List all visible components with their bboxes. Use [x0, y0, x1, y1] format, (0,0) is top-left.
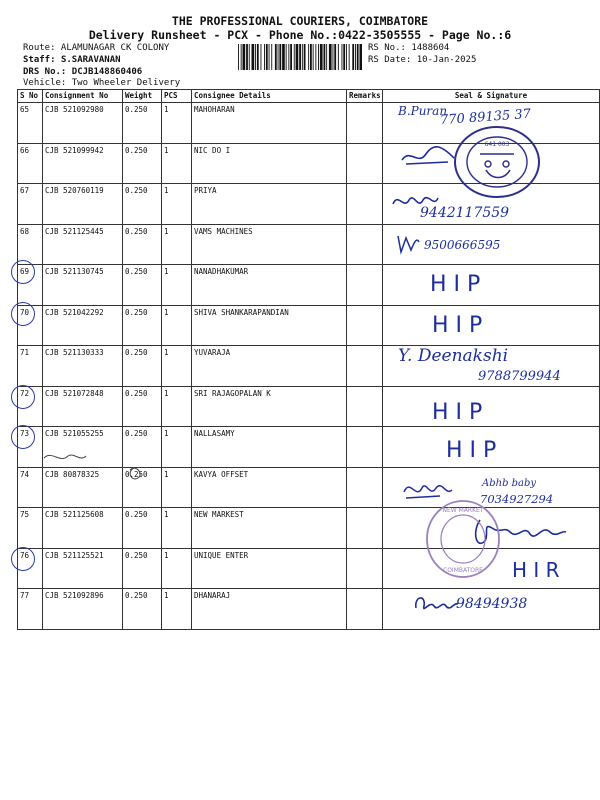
col-pcs: PCS — [162, 90, 192, 103]
barcode-bar — [279, 44, 281, 70]
barcode-bar — [249, 44, 250, 70]
pcs-cell: 1 — [162, 305, 192, 346]
round-seal-stamp — [452, 124, 542, 200]
remarks-cell — [347, 508, 383, 549]
barcode-bar — [299, 44, 301, 70]
barcode-bar — [255, 44, 256, 70]
consignment-cell: CJB 80878325 — [43, 467, 123, 508]
barcode-image — [238, 44, 362, 70]
consignee-cell: DHANARAJ — [192, 589, 347, 630]
handwritten-hip: H I P — [446, 438, 497, 463]
barcode-bar — [318, 44, 319, 70]
col-sno: S No — [18, 90, 43, 103]
remarks-cell — [347, 589, 383, 630]
remarks-cell — [347, 548, 383, 589]
barcode-bar — [278, 44, 279, 70]
handwritten-signature-scribble — [395, 232, 421, 256]
consignment-cell: CJB 521042292 — [43, 305, 123, 346]
barcode-bar — [346, 44, 347, 70]
consignee-cell: NALLASAMY — [192, 427, 347, 468]
handwritten-hip: H I P — [432, 313, 483, 338]
consignment-cell: CJB 521092896 — [43, 589, 123, 630]
vehicle-label: Vehicle: Two Wheeler Delivery — [23, 78, 181, 88]
consignee-cell: VAMS MACHINES — [192, 224, 347, 265]
pcs-cell: 1 — [162, 224, 192, 265]
sno-cell: 75 — [18, 508, 43, 549]
consignment-cell: CJB 521072848 — [43, 386, 123, 427]
remarks-cell — [347, 427, 383, 468]
weight-cell: 0.250 — [123, 265, 162, 306]
barcode-bar — [355, 44, 356, 70]
remarks-cell — [347, 467, 383, 508]
handwritten-phone: 770 89135 37 — [439, 106, 532, 129]
barcode-bar — [282, 44, 285, 70]
pcs-cell: 1 — [162, 548, 192, 589]
pcs-cell: 1 — [162, 184, 192, 225]
barcode-bar — [329, 44, 332, 70]
pcs-cell: 1 — [162, 346, 192, 387]
sno-cell: 65 — [18, 103, 43, 144]
drs-line — [23, 67, 142, 77]
table-row — [18, 386, 600, 427]
col-seal-signature: Seal & Signature — [383, 90, 600, 103]
sno-cell: 66 — [18, 143, 43, 184]
consignment-cell: CJB 521092980 — [43, 103, 123, 144]
handwritten-scribble — [40, 448, 150, 484]
remarks-cell — [347, 103, 383, 144]
barcode-bar — [269, 44, 270, 70]
barcode-bar — [357, 44, 359, 70]
remarks-cell — [347, 305, 383, 346]
remarks-cell — [347, 386, 383, 427]
consignee-cell: UNIQUE ENTER — [192, 548, 347, 589]
pcs-cell: 1 — [162, 589, 192, 630]
pcs-cell: 1 — [162, 103, 192, 144]
barcode-bar — [302, 44, 303, 70]
rs-date: RS Date: 10-Jan-2025 — [368, 55, 477, 65]
signature-cell — [383, 305, 600, 346]
handdrawn-circle — [11, 547, 35, 571]
consignment-cell: CJB 521130333 — [43, 346, 123, 387]
barcode-bar — [315, 44, 316, 70]
drs-label: DRS No.: — [23, 67, 67, 77]
barcode-bar — [288, 44, 289, 70]
handdrawn-circle — [11, 425, 35, 449]
consignment-cell: CJB 521055255 — [43, 427, 123, 468]
barcode-bar — [294, 44, 295, 70]
weight-cell: 0.250 — [123, 548, 162, 589]
barcode-bar — [360, 44, 363, 70]
barcode-bar — [241, 44, 242, 70]
handwritten-signature: Y. Deenakshi — [398, 346, 509, 366]
signature-cell — [383, 265, 600, 306]
consignment-cell: CJB 520760119 — [43, 184, 123, 225]
sno-cell: 67 — [18, 184, 43, 225]
consignee-cell: MAHOHARAN — [192, 103, 347, 144]
consignee-cell: SRI RAJAGOPALAN K — [192, 386, 347, 427]
barcode-bar — [238, 44, 239, 70]
barcode-bar — [349, 44, 350, 70]
barcode-bar — [326, 44, 327, 70]
consignee-cell: PRIYA — [192, 184, 347, 225]
handwritten-phone: 9500666595 — [424, 238, 501, 252]
barcode-bar — [246, 44, 248, 70]
col-consignee: Consignee Details — [192, 90, 347, 103]
barcode-bar — [320, 44, 323, 70]
consignee-cell: NIC DO I — [192, 143, 347, 184]
table-row — [18, 265, 600, 306]
consignee-cell: NEW MARKEST — [192, 508, 347, 549]
rs-number: RS No.: 1488604 — [368, 43, 450, 53]
handwritten-hip: H I P — [430, 272, 481, 297]
runsheet-subtitle: Delivery Runsheet - PCX - Phone No.:0422-3505555 - Page No.:6 — [88, 28, 512, 42]
barcode-bar — [296, 44, 299, 70]
handwritten-phone: 7034927294 — [480, 492, 554, 506]
consignment-cell: CJB 521125608 — [43, 508, 123, 549]
barcode-bar — [264, 44, 265, 70]
barcode-bar — [243, 44, 246, 70]
pcs-cell: 1 — [162, 386, 192, 427]
drs-value: DCJB148860406 — [71, 67, 143, 77]
barcode-bar — [261, 44, 262, 70]
handwritten-signature-scribble — [398, 140, 458, 170]
weight-cell: 0.250 — [123, 589, 162, 630]
barcode-bar — [343, 44, 345, 70]
weight-cell: 0.250 — [123, 224, 162, 265]
col-remarks: Remarks — [347, 90, 383, 103]
handdrawn-circle — [11, 302, 35, 326]
weight-cell: 0.250 — [123, 467, 162, 508]
pcs-cell: 1 — [162, 508, 192, 549]
sno-cell: 76 — [18, 548, 43, 589]
staff-line — [23, 55, 121, 65]
handwritten-signature: Abhb baby — [482, 478, 537, 489]
barcode-bar — [257, 44, 259, 70]
barcode-bar — [338, 44, 339, 70]
barcode-bar — [333, 44, 334, 70]
weight-cell: 0.250 — [123, 184, 162, 225]
consignee-cell: NANADHAKUMAR — [192, 265, 347, 306]
barcode-bar — [308, 44, 309, 70]
table-row — [18, 224, 600, 265]
weight-cell: 0.250 — [123, 346, 162, 387]
consignment-cell: CJB 521125521 — [43, 548, 123, 589]
col-weight: Weight — [123, 90, 162, 103]
sno-cell: 68 — [18, 224, 43, 265]
barcode-bar — [252, 44, 255, 70]
handwritten-signature-scribble — [410, 590, 460, 618]
pcs-cell: 1 — [162, 143, 192, 184]
handwritten-hir: H I R — [512, 558, 560, 582]
sno-cell: 74 — [18, 467, 43, 508]
sno-cell: 69 — [18, 265, 43, 306]
handwritten-phone: 9788799944 — [478, 369, 561, 384]
weight-cell: 0.250 — [123, 103, 162, 144]
weight-cell: 0.250 — [123, 305, 162, 346]
barcode-bar — [342, 44, 343, 70]
sno-cell: 73 — [18, 427, 43, 468]
consignee-cell: SHIVA SHANKARAPANDIAN — [192, 305, 347, 346]
handdrawn-circle — [11, 260, 35, 284]
signature-cell — [383, 386, 600, 427]
company-title: THE PROFESSIONAL COURIERS, COIMBATORE — [171, 14, 429, 28]
weight-cell: 0.250 — [123, 386, 162, 427]
handwritten-hip: H I P — [432, 400, 483, 425]
barcode-bar — [275, 44, 277, 70]
pcs-cell: 1 — [162, 427, 192, 468]
table-row — [18, 305, 600, 346]
handwritten-signature: B.Puran — [398, 104, 448, 118]
barcode-bar — [290, 44, 292, 70]
sno-cell: 70 — [18, 305, 43, 346]
sno-cell: 72 — [18, 386, 43, 427]
barcode-bar — [271, 44, 272, 70]
barcode-bar — [313, 44, 314, 70]
barcode-bar — [352, 44, 354, 70]
table-header-row — [18, 90, 600, 103]
weight-cell: 0.250 — [123, 427, 162, 468]
consignment-cell: CJB 521099942 — [43, 143, 123, 184]
consignee-cell: YUVARAJA — [192, 346, 347, 387]
consignment-cell: CJB 521130745 — [43, 265, 123, 306]
sno-cell: 71 — [18, 346, 43, 387]
stamp-text: 641 003 — [484, 141, 510, 148]
remarks-cell — [347, 265, 383, 306]
col-consignment: Consignment No — [43, 90, 123, 103]
weight-cell: 0.250 — [123, 143, 162, 184]
route-label: Route: ALAMUNAGAR CK COLONY — [23, 43, 170, 53]
handwritten-phone: 98494938 — [456, 596, 528, 612]
staff-label: Staff: — [23, 55, 56, 65]
remarks-cell — [347, 224, 383, 265]
consignee-cell: KAVYA OFFSET — [192, 467, 347, 508]
sno-cell: 77 — [18, 589, 43, 630]
remarks-cell — [347, 346, 383, 387]
barcode-bar — [266, 44, 268, 70]
stamp-text: COIMBATORE — [443, 567, 483, 574]
stamp-text: NEW MARKET — [442, 507, 484, 514]
barcode-bar — [334, 44, 336, 70]
barcode-bar — [304, 44, 306, 70]
handwritten-phone: 9442117559 — [420, 205, 510, 221]
consignment-cell: CJB 521125445 — [43, 224, 123, 265]
remarks-cell — [347, 184, 383, 225]
pcs-cell: 1 — [162, 467, 192, 508]
barcode-bar — [286, 44, 287, 70]
staff-value: S.SARAVANAN — [60, 55, 121, 65]
handdrawn-circle — [11, 385, 35, 409]
barcode-bar — [324, 44, 326, 70]
remarks-cell — [347, 143, 383, 184]
weight-cell: 0.250 — [123, 508, 162, 549]
pcs-cell: 1 — [162, 265, 192, 306]
barcode-bar — [310, 44, 312, 70]
round-seal-stamp — [424, 498, 502, 580]
